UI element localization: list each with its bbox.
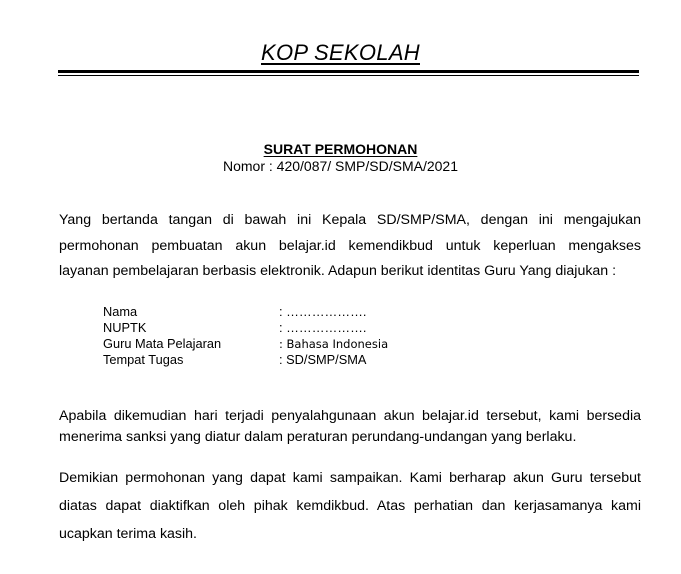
intro-line: layanan pembelajaran berbasis elektronik. Adapun berikut identitas Guru Yang diajukan : (59, 263, 617, 279)
letterhead-rule-thin (58, 75, 639, 76)
closing-line: Demikian permohonan yang dapat kami sampaikan. Kami berharap akun Guru tersebut (59, 470, 641, 486)
identity-value: : Bahasa Indonesia (279, 337, 389, 351)
letter-number: Nomor : 420/087/ SMP/SD/SMA/2021 (223, 158, 458, 174)
identity-label: Tempat Tugas (103, 352, 184, 367)
identity-value: : SD/SMP/SMA (279, 352, 367, 367)
identity-label: Guru Mata Pelajaran (103, 336, 222, 351)
letterhead-rule-thick (58, 70, 639, 73)
identity-value: : ………………. (279, 320, 367, 335)
sanction-line: Apabila dikemudian hari terjadi penyalahgunaan akun belajar.id tersebut, kami bersedia (59, 408, 641, 424)
letterhead-title: KOP SEKOLAH (261, 40, 420, 65)
letter-title: SURAT PERMOHONAN (263, 141, 418, 157)
closing-paragraph (59, 464, 641, 548)
identity-label: Nama (103, 304, 138, 319)
sanction-paragraph (59, 406, 641, 448)
intro-line: permohonan pembuatan akun belajar.id kemendikbud untuk keperluan mengakses (59, 237, 641, 254)
closing-line: ucapkan terima kasih. (59, 526, 198, 542)
intro-line: Yang bertanda tangan di bawah ini Kepala SD/SMP/SMA, dengan ini mengajukan (59, 212, 641, 228)
identity-value: : ………………. (279, 304, 367, 319)
identity-label: NUPTK (103, 320, 147, 335)
closing-line: diatas dapat diaktifkan oleh pihak kemdikbud. Atas perhatian dan kerjasamanya kami (59, 498, 641, 514)
intro-paragraph (59, 208, 641, 285)
sanction-line: menerima sanksi yang diatur dalam peraturan perundang-undangan yang berlaku. (59, 429, 577, 445)
